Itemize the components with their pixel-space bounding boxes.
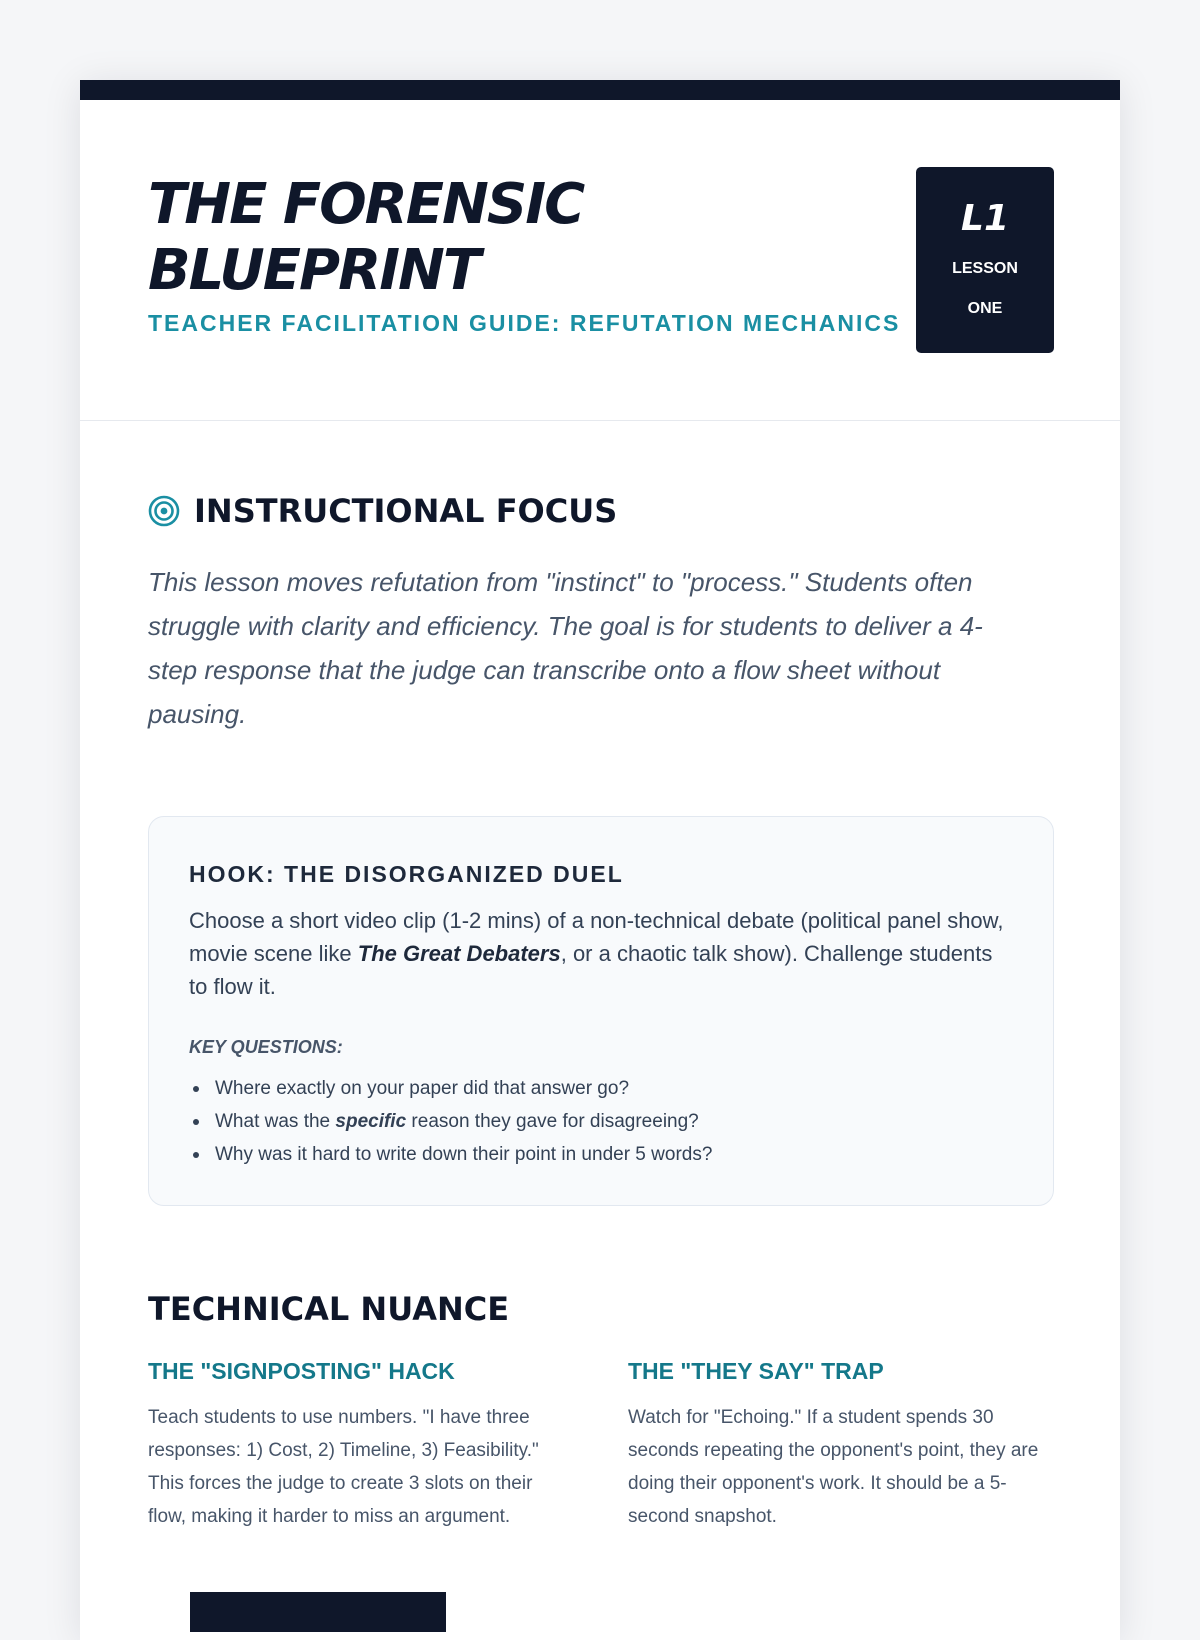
target-icon xyxy=(148,495,180,527)
signposting-title: THE "SIGNPOSTING" HACK xyxy=(148,1358,455,1384)
instructional-focus-heading xyxy=(148,492,617,530)
title-line-1: THE FORENSIC xyxy=(148,172,584,237)
page-header xyxy=(80,100,1120,421)
hook-text-after: , or a chaotic talk show). Challenge students to flow it. xyxy=(189,941,993,999)
question-text-before: What was the xyxy=(215,1111,336,1132)
lesson-code: L1 xyxy=(961,198,1009,239)
lesson-label: LESSON ONE xyxy=(952,260,1018,317)
hook-text-before: Choose a short video clip (1-2 mins) of a non-technical debate (political panel show, movie scene like xyxy=(189,908,1004,966)
document-page xyxy=(80,80,1120,1640)
list-item: Why was it hard to write down their point in under 5 words? xyxy=(189,1138,1013,1171)
they-say-column xyxy=(628,1358,1048,1533)
they-say-title: THE "THEY SAY" TRAP xyxy=(628,1358,884,1384)
hook-description xyxy=(189,904,1009,1003)
hook-title: HOOK: THE DISORGANIZED DUEL xyxy=(189,861,624,887)
key-questions-list xyxy=(189,1072,1013,1171)
focus-description: This lesson moves refutation from "instinct" to "process." Students often struggle with clarity and efficiency. The goal is for students to deliver a 4-step response that the judge can transcribe onto a flow sheet without pausing. xyxy=(148,567,983,729)
signposting-column xyxy=(148,1358,568,1533)
film-title: The Great Debaters xyxy=(357,941,561,966)
key-questions-label: KEY QUESTIONS: xyxy=(189,1037,343,1057)
question-emphasis: specific xyxy=(335,1111,407,1132)
list-item xyxy=(189,1105,1013,1138)
title-line-2: BLUEPRINT xyxy=(148,238,480,303)
lesson-badge xyxy=(916,167,1054,353)
question-text-after: reason they gave for disagreeing? xyxy=(406,1111,699,1132)
top-accent-bar xyxy=(80,80,1120,100)
hook-card xyxy=(148,816,1054,1206)
page-title xyxy=(148,172,768,304)
section-heading: INSTRUCTIONAL FOCUS xyxy=(194,492,618,530)
next-section-block xyxy=(190,1592,446,1632)
technical-nuance-heading: TECHNICAL NUANCE xyxy=(148,1290,510,1328)
page-subtitle: TEACHER FACILITATION GUIDE: REFUTATION MECHANICS xyxy=(148,310,901,336)
list-item: Where exactly on your paper did that answer go? xyxy=(189,1072,1013,1105)
they-say-text: Watch for "Echoing." If a student spends 30 seconds repeating the opponent's point, they are doing their opponent's work. It should be a 5-second snapshot. xyxy=(628,1407,1039,1527)
signposting-text: Teach students to use numbers. "I have three responses: 1) Cost, 2) Timeline, 3) Feasibility." This forces the judge to create 3 slots on their flow, making it harder to miss an argument. xyxy=(148,1407,539,1527)
